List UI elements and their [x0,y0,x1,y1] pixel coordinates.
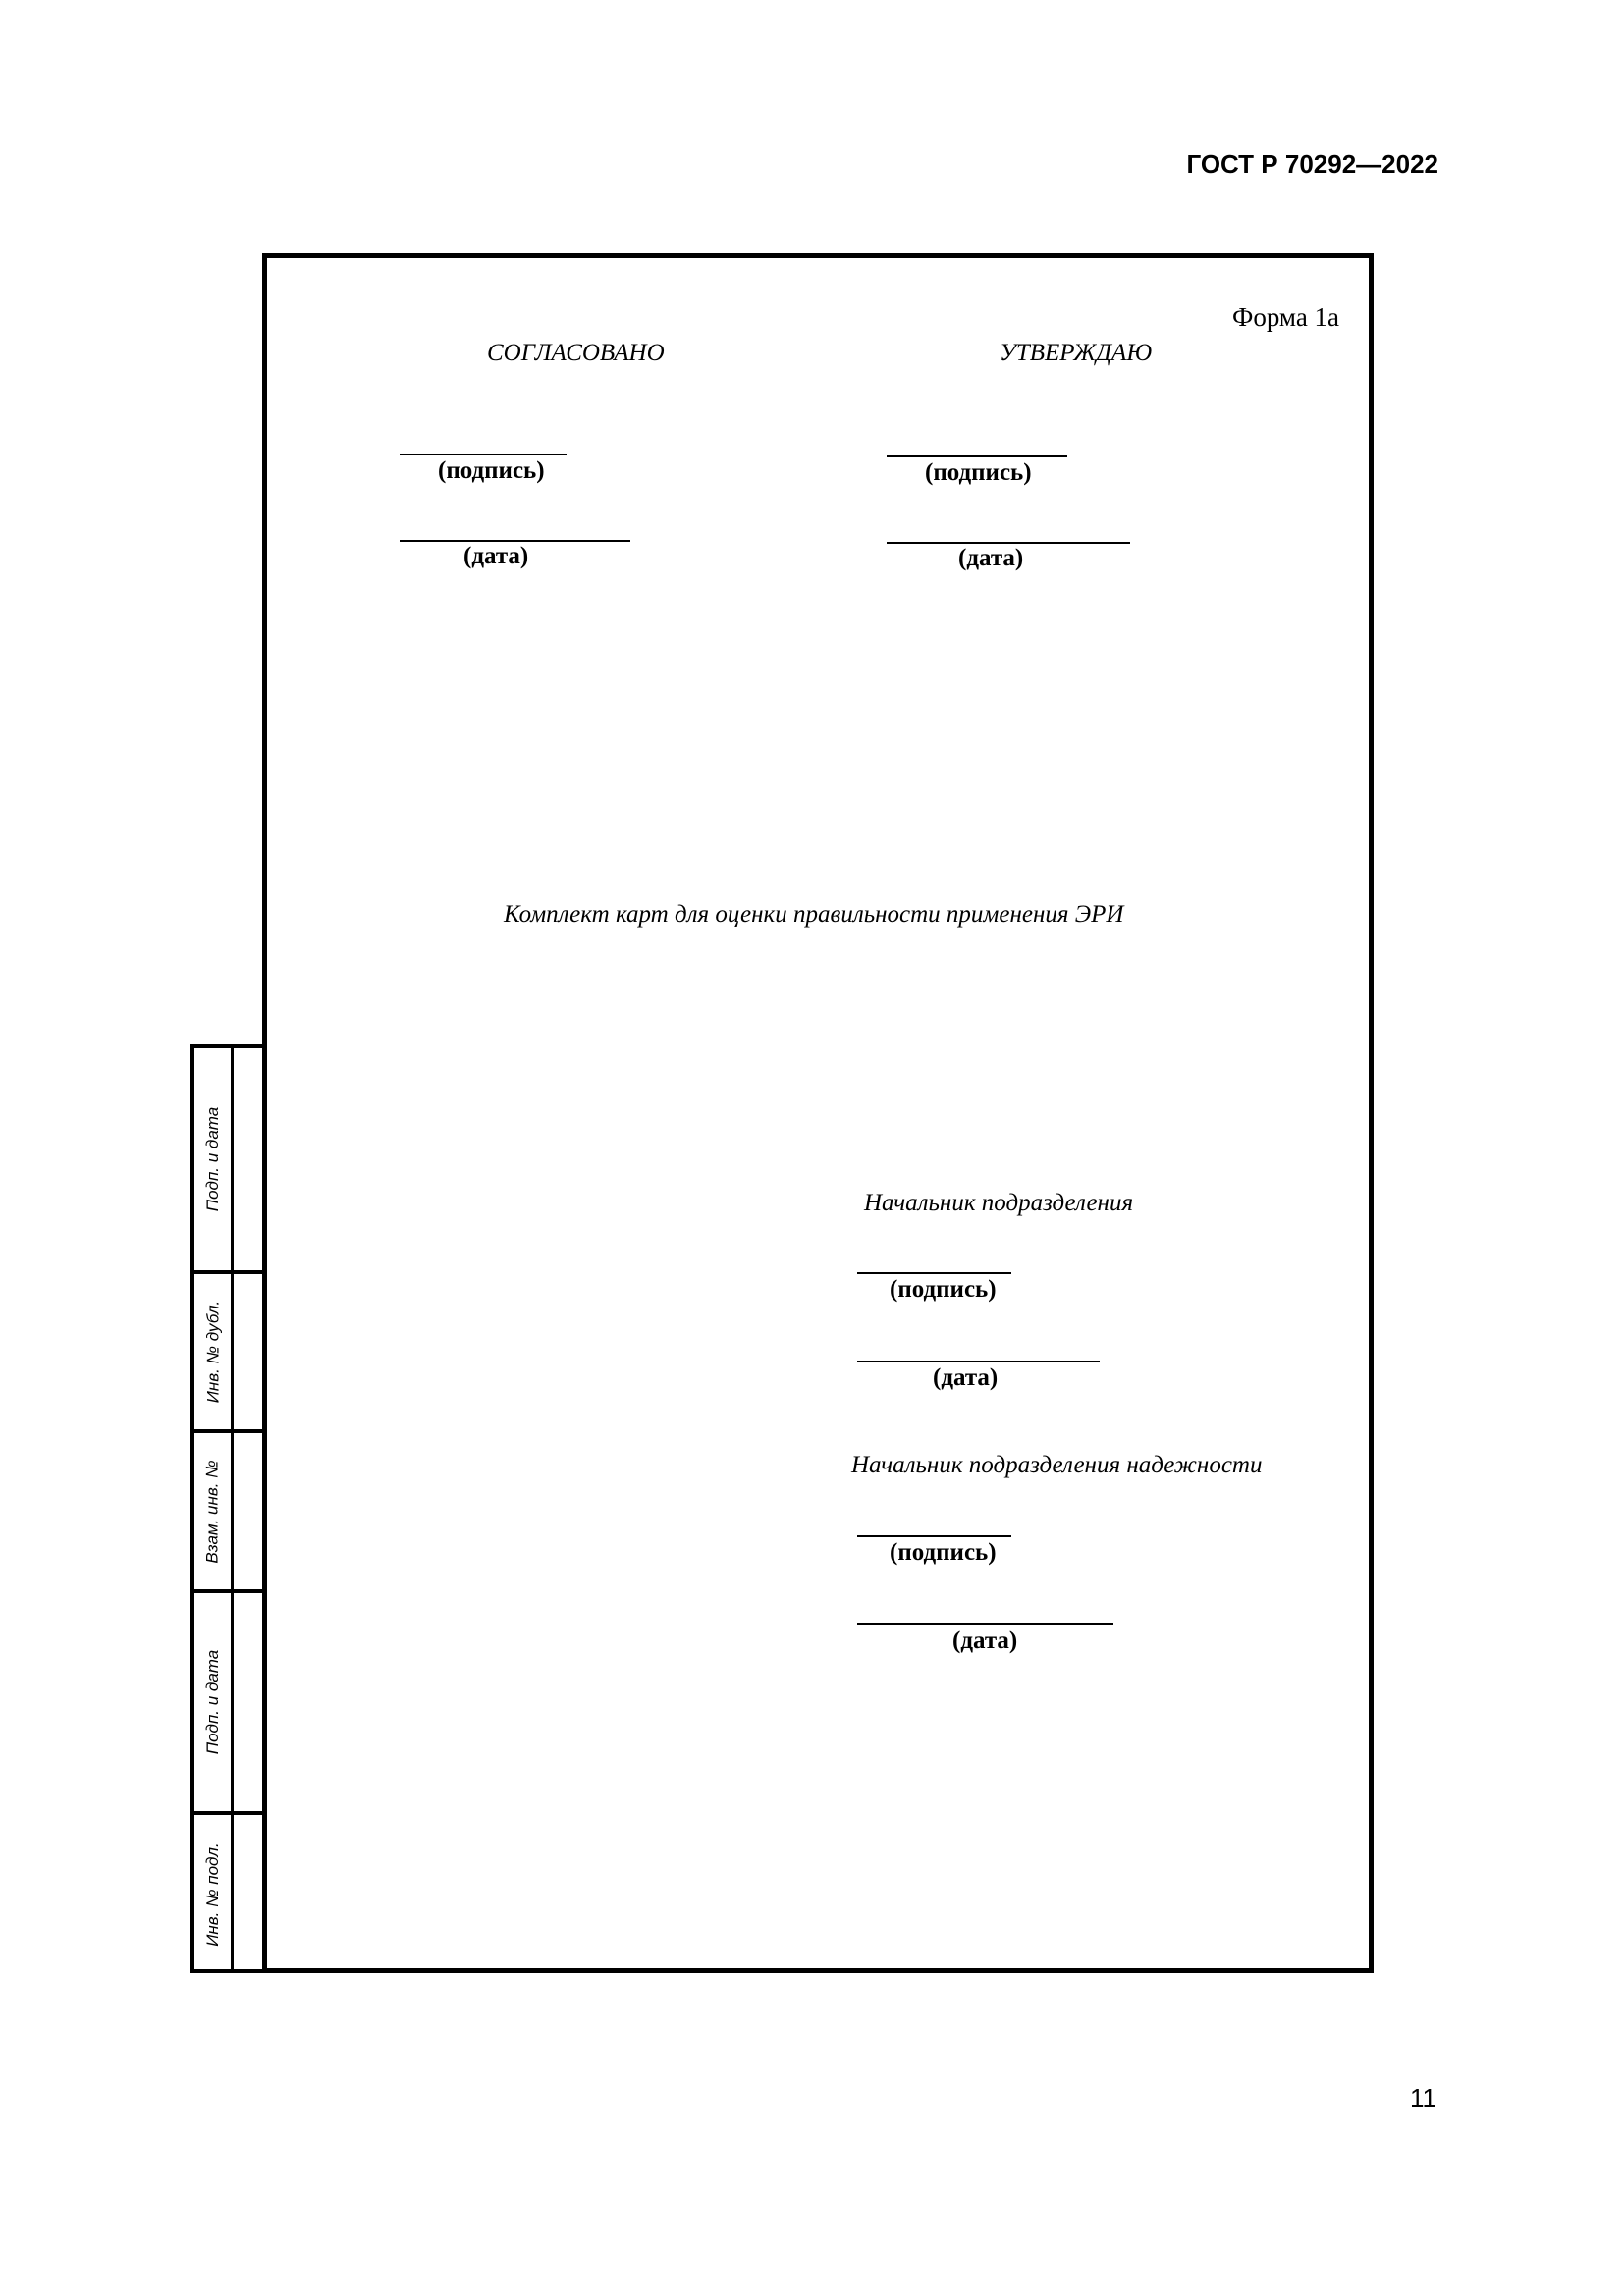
approved-signature-line [887,455,1067,457]
signer-1-title: Начальник подразделения [864,1190,1134,1216]
approved-date-caption: (дата) [958,545,1024,571]
approved-title: УТВЕРЖДАЮ [1000,340,1153,366]
agreed-signature-caption: (подпись) [438,457,545,484]
side-stamp-cell [194,1433,265,1593]
agreed-date-caption: (дата) [463,543,529,569]
signer-1-signature-caption: (подпись) [890,1276,997,1303]
signer-1-date-caption: (дата) [933,1364,999,1391]
side-stamp-label: Подп. и дата [203,1106,222,1212]
approved-signature-caption: (подпись) [925,459,1032,486]
signer-2-date-line [857,1623,1113,1625]
form-number: Форма 1а [1232,302,1340,332]
side-stamp-cell [194,1048,265,1274]
signer-1-date-line [857,1361,1100,1362]
standard-code: ГОСТ Р 70292—2022 [1186,149,1438,179]
side-stamp-label: Подп. и дата [203,1649,222,1755]
side-stamp-label: Взам. инв. № [203,1459,222,1564]
form-frame [262,253,1374,1973]
signer-2-title: Начальник подразделения надежности [851,1452,1263,1478]
signer-1-signature-line [857,1272,1011,1274]
page-number: 11 [1410,2083,1436,2112]
side-stamp-label: Инв. № подл. [203,1842,222,1947]
signer-2-date-caption: (дата) [952,1628,1018,1654]
signer-2-signature-line [857,1535,1011,1537]
side-stamp-label: Инв. № дубл. [203,1300,222,1404]
side-stamp-cell [194,1815,265,1973]
side-stamp-cell [194,1593,265,1815]
main-title: Комплект карт для оценки правильности применения ЭРИ [504,901,1124,928]
signer-2-signature-caption: (подпись) [890,1539,997,1566]
agreed-signature-line [400,454,567,455]
side-stamp [190,1044,265,1973]
agreed-title: СОГЛАСОВАНО [487,340,665,366]
agreed-date-line [400,540,630,542]
approved-date-line [887,542,1130,544]
side-stamp-cell [194,1274,265,1433]
